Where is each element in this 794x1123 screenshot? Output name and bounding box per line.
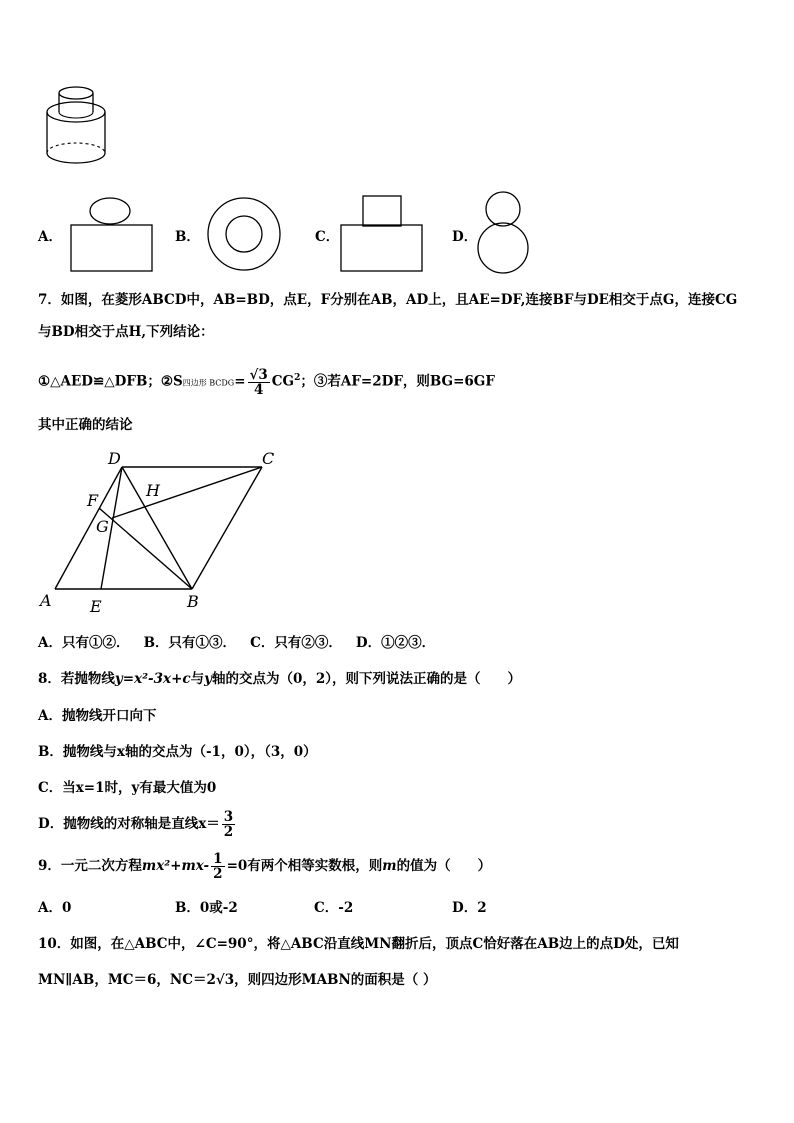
q8-stem-b: y	[114, 671, 123, 687]
q8-stem-e: y	[204, 671, 212, 687]
q7-stem-line1: 7．如图，在菱形ABCD中，AB=BD，点E，F分别在AB，AD上，且AE=DF,连接BF与DE相交于点G，连接CG	[38, 292, 738, 308]
q7-area-subscript: 四边形 BCDG	[182, 378, 235, 388]
q9-option-b: B．0或-2	[175, 900, 238, 916]
q8-d-numerator: 3	[223, 809, 234, 825]
q8-option-d-fraction	[222, 810, 235, 839]
q9-fraction	[211, 852, 224, 881]
q8-stem-a: 8．若抛物线	[38, 671, 115, 687]
q6-option-b-letter: B．	[175, 229, 200, 245]
q7-equals: =	[234, 373, 246, 390]
q7-cg-superscript: 2	[294, 373, 301, 383]
q7-fraction-denominator: 4	[253, 381, 264, 398]
q7-conclusions	[38, 358, 495, 404]
q7-label-b: B	[187, 592, 199, 611]
q7-cg: CG	[271, 373, 295, 390]
q7-conclusion-1-2: ①△AED≌△DFB；②S	[38, 373, 183, 390]
q7-label-f: F	[87, 491, 99, 510]
q8-option-d-text: D．抛物线的对称轴是直线x＝	[38, 816, 220, 832]
q8-d-denominator: 2	[223, 824, 234, 840]
q9-fraction-denominator: 2	[213, 866, 223, 882]
q8-stem-f: 轴的交点为（0，2），则下列说法正确的是（ ）	[211, 671, 522, 687]
q9-option-a: A．0	[38, 900, 72, 916]
q10-stem-line1: 10．如图，在△ABC中，∠C=90°，将△ABC沿直线MN翻折后，顶点C恰好落在AB边上的点D处，已知	[38, 936, 679, 952]
q9-option-c: C．-2	[314, 900, 354, 916]
q7-label-e: E	[90, 597, 102, 616]
q9-stem-b: mx²+mx-	[141, 858, 210, 874]
q9-stem-d: m	[382, 858, 397, 874]
q6-option-c-figure	[340, 195, 424, 275]
q7-label-a: A	[40, 591, 52, 610]
q6-solid-figure	[40, 80, 120, 170]
q7-rhombus-diagram	[0, 440, 300, 620]
q8-option-b: B．抛物线与x轴的交点为（-1，0），（3，0）	[38, 744, 317, 760]
q9-stem-c: =0有两个相等实数根，则	[226, 858, 383, 874]
q7-conclusion-3: ；③若AF=2DF，则BG=6GF	[300, 373, 495, 390]
q6-option-c-letter: C．	[315, 229, 340, 245]
q9-stem-e: 的值为（ ）	[396, 858, 492, 874]
q7-label-d: D	[108, 449, 121, 468]
q7-label-c: C	[262, 449, 275, 468]
q6-option-d-letter: D．	[452, 229, 478, 245]
q7-label-h: H	[146, 481, 160, 500]
q8-stem-c: =x²-3x+c	[122, 671, 191, 687]
q9-fraction-numerator: 1	[213, 851, 223, 867]
q8-option-c: C．当x=1时，y有最大值为0	[38, 780, 217, 796]
q7-fraction-numerator: √3	[249, 366, 268, 383]
q6-option-a-letter: A．	[38, 229, 62, 245]
q8-option-a: A．抛物线开口向下	[38, 708, 157, 724]
q7-stem-line2: 与BD相交于点H,下列结论：	[38, 324, 214, 340]
q10-stem-line2: MN∥AB，MC＝6，NC＝2√3，则四边形MABN的面积是（ ）	[38, 972, 437, 988]
q7-stem-line4: 其中正确的结论	[38, 417, 133, 433]
q9-stem	[38, 848, 491, 884]
q6-option-d-figure	[478, 190, 558, 280]
q7-fraction	[248, 368, 270, 397]
q6-option-a-figure	[70, 195, 154, 275]
q6-option-b-figure	[206, 196, 282, 272]
q9-option-d: D．2	[452, 900, 487, 916]
q9-stem-a: 9．一元二次方程	[38, 858, 142, 874]
q7-answer-options: A．只有①②． B．只有①③． C．只有②③． D．①②③．	[38, 635, 436, 651]
q8-option-d	[38, 806, 237, 842]
q8-stem-d: 与	[190, 671, 205, 687]
q7-label-g: G	[96, 517, 109, 536]
q8-stem	[38, 670, 521, 688]
